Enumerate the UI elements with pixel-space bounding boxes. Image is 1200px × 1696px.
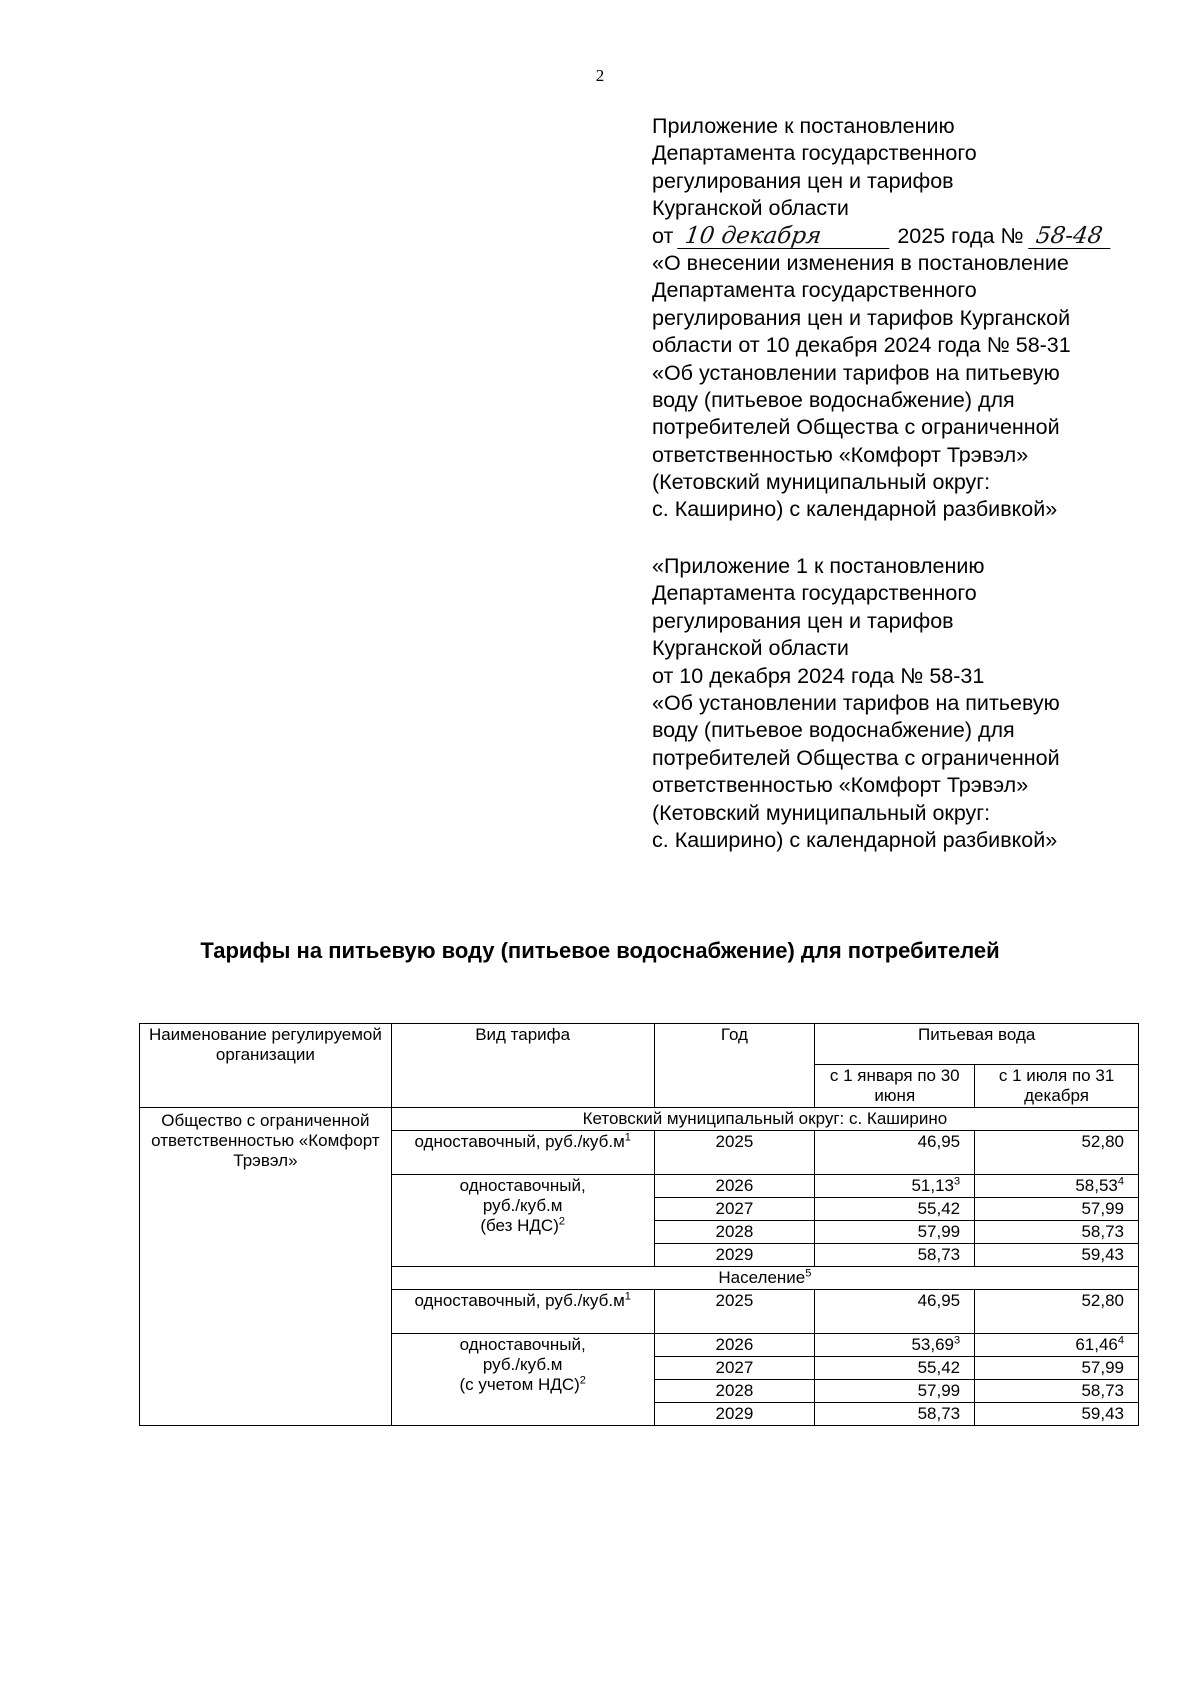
year-cell: 2026 — [654, 1334, 815, 1357]
year-cell: 2028 — [654, 1221, 815, 1244]
appendix-line: регулирования цен и тарифов — [652, 168, 954, 193]
value-cell: 55,42 — [815, 1198, 975, 1221]
appendix-line: «Об установлении тарифов на питьевую — [652, 360, 1060, 385]
appendix-1-line: регулирования цен и тарифов — [652, 608, 954, 633]
value-cell: 52,80 — [975, 1131, 1139, 1175]
value-cell: 46,95 — [815, 1131, 975, 1175]
year-cell: 2029 — [654, 1244, 815, 1267]
year-cell: 2025 — [654, 1290, 815, 1334]
table-header-row — [140, 1024, 1139, 1065]
value-cell: 58,73 — [975, 1221, 1139, 1244]
document-title: Тарифы на питьевую воду (питьевое водоснабжение) для потребителей — [200, 938, 1000, 963]
year-cell: 2027 — [654, 1198, 815, 1221]
year-cell: 2026 — [654, 1175, 815, 1198]
value-cell: 61,46$^4$ — [975, 1334, 1139, 1357]
value-cell: 59,43 — [975, 1403, 1139, 1426]
appendix-line: Департамента государственного — [652, 141, 977, 166]
year-cell: 2028 — [654, 1380, 815, 1403]
appendix-line: потребителей Общества с ограниченной — [652, 415, 1060, 440]
header-organization: Наименование регулируемой организации — [140, 1024, 392, 1108]
section-title: Кетовский муниципальный округ: с. Каширино — [391, 1108, 1138, 1131]
value-cell: 46,95 — [815, 1290, 975, 1334]
value-cell: 52,80 — [975, 1290, 1139, 1334]
year-cell: 2027 — [654, 1357, 815, 1380]
handwritten-date: 10 декабря — [678, 224, 894, 249]
date-prefix: от — [652, 223, 674, 248]
value-cell: 57,99 — [815, 1221, 975, 1244]
appendix-1-line: Департамента государственного — [652, 581, 977, 606]
value-cell: 51,13$^3$ — [815, 1175, 975, 1198]
value-cell: 58,73 — [975, 1380, 1139, 1403]
header-period-1: с 1 января по 30 июня — [815, 1065, 975, 1108]
tariff-type-cell: одноставочный, руб./куб.м (с учетом НДС)$^2$ — [391, 1334, 654, 1426]
value-cell: 57,99 — [975, 1357, 1139, 1380]
section-title: Население$^5$ — [391, 1267, 1138, 1290]
value-cell: 55,42 — [815, 1357, 975, 1380]
appendix-1-line: Курганской области — [652, 636, 849, 661]
appendix-line: «О внесении изменения в постановление — [652, 250, 1069, 275]
year-text: 2025 года № — [897, 223, 1024, 248]
value-cell: 57,99 — [975, 1198, 1139, 1221]
header-tariff-type: Вид тарифа — [391, 1024, 654, 1108]
appendix-1-line: (Кетовский муниципальный округ: — [652, 800, 991, 825]
value-cell: 57,99 — [815, 1380, 975, 1403]
value-cell: 53,69$^3$ — [815, 1334, 975, 1357]
appendix-line: области от 10 декабря 2024 года № 58-31 — [652, 333, 1071, 358]
tariff-type-cell: одноставочный, руб./куб.м (без НДС)$^2$ — [391, 1175, 654, 1267]
appendix-1-line: воду (питьевое водоснабжение) для — [652, 718, 1015, 743]
appendix-line: с. Каширино) с календарной разбивкой» — [652, 497, 1058, 522]
appendix-1-line: с. Каширино) с календарной разбивкой» — [652, 827, 1058, 852]
page-number: 2 — [595, 66, 605, 85]
appendix-line: (Кетовский муниципальный округ: — [652, 470, 991, 495]
appendix-line: Департамента государственного — [652, 278, 977, 303]
appendix-1-line: «Об установлении тарифов на питьевую — [652, 690, 1060, 715]
year-cell: 2029 — [654, 1403, 815, 1426]
appendix-line: Курганской области — [652, 196, 849, 221]
value-cell: 58,53$^4$ — [975, 1175, 1139, 1198]
appendix-line: регулирования цен и тарифов Курганской — [652, 305, 1071, 330]
header-drinking-water: Питьевая вода — [815, 1024, 1139, 1065]
value-cell: 58,73 — [815, 1244, 975, 1267]
appendix-line: Приложение к постановлению — [652, 114, 955, 138]
appendix-line: воду (питьевое водоснабжение) для — [652, 387, 1015, 412]
appendix-1-line: потребителей Общества с ограниченной — [652, 745, 1060, 770]
tariff-type-cell: одноставочный, $руб./куб.м^1$ — [391, 1131, 654, 1175]
handwritten-number: 58-48 — [1028, 224, 1114, 249]
appendix-header — [652, 113, 1112, 524]
year-cell: 2025 — [654, 1131, 815, 1175]
value-cell: 59,43 — [975, 1244, 1139, 1267]
organization-cell: Общество с ограниченной ответственностью «Комфорт Трэвэл» — [140, 1108, 392, 1426]
value-cell: 58,73 — [815, 1403, 975, 1426]
appendix-date-line — [652, 223, 1112, 250]
appendix-1-line: «Приложение 1 к постановлению — [652, 554, 985, 578]
header-year: Год — [654, 1024, 815, 1108]
tariffs-table — [139, 1023, 1139, 1426]
tariff-type-cell: одноставочный, $руб./куб.м^1$ — [391, 1290, 654, 1334]
header-period-2: с 1 июля по 31 декабря — [975, 1065, 1139, 1108]
appendix-line: ответственностью «Комфорт Трэвэл» — [652, 442, 1029, 467]
table-row — [140, 1108, 1139, 1131]
appendix-1-line: от 10 декабря 2024 года № 58-31 — [652, 663, 985, 688]
appendix-1-line: ответственностью «Комфорт Трэвэл» — [652, 773, 1029, 798]
appendix-1-header — [652, 553, 1060, 854]
